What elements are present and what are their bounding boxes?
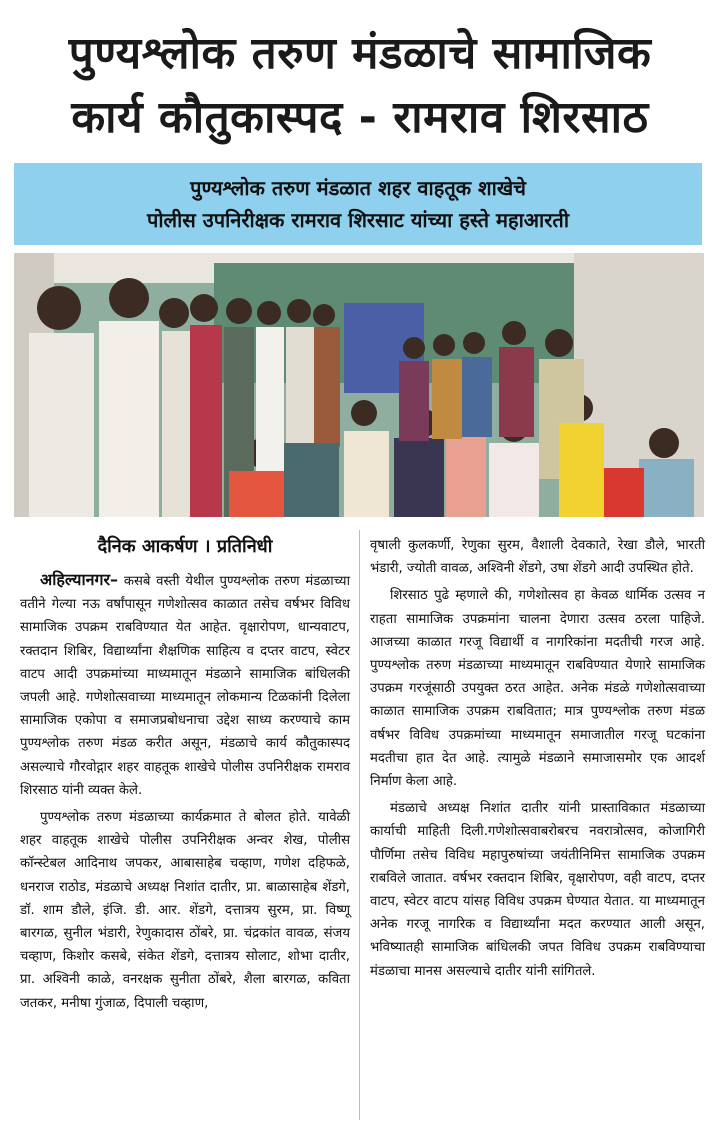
headline-line-2: कार्य कौतुकास्पद - रामराव शिरसाठ — [71, 92, 649, 143]
article-paragraph-1-text: कसबे वस्ती येथील पुण्यश्लोक तरुण मंडळाच्या वतीने गेल्या नऊ वर्षांपासून गणेशोत्सव काळात तसेच वर्षभर विविध सामाजिक उपक्रम राबविण्यात येत आहेत. वृक्षारोपण, धान्यवाटप, रक्तदान शिबिर, विद्यार्थ्यांना शैक्षणिक साहित्य व दप्तर वाटप, स्वेटर वाटप आदी उपक्रमांच्या माध्यमातून मंडळाने सामाजिक बांधिलकी जपली आहे. गणेशोत्सवाच्या माध्यमातून लोकमान्य टिळकांनी दिलेला सामाजिक एकोपा व समाजप्रबोधनाचा उद्देश साध्य करण्याचे काम पुण्यश्लोक तरुण मंडळ करीत असून, मंडळाचे कार्य कौतुकास्पद असल्याचे गौरवोद्गार शहर वाहतूक शाखेचे पोलीस उपनिरीक्षक रामराव शिरसाठ यांनी व्यक्त केले. — [20, 574, 350, 798]
headline-line-1: पुण्यश्लोक तरुण मंडळाचे सामाजिक — [68, 28, 652, 79]
group-photo — [14, 253, 704, 517]
group-photo-illustration — [14, 253, 704, 517]
article-paragraph-5: मंडळाचे अध्यक्ष निशांत दातीर यांनी प्रास्ताविकात मंडळाच्या कार्याची माहिती दिली.गणेशोत्सवाबरोबरच नवरात्रोत्सव, कोजागिरी पौर्णिमा तसेच विविध महापुरुषांच्या जयंतीनिमित्त सामाजिक उपक्रम राबविले जातात. वर्षभर रक्तदान शिबिर, वृक्षारोपण, वही वाटप, दप्तर वाटप, स्वेटर वाटप यांसह विविध उपक्रम घेण्यात येतात. या माध्यमातून अनेक गरजू नागरिक व विद्यार्थ्यांना मदत करण्यात आली असून, भविष्यातही सामाजिक बांधिलकी जपत विविध उपक्रम राबविण्याचा मंडळाचा मानस असल्याचे दातीर यांनी सांगितले. — [370, 801, 705, 979]
article-column-right — [370, 534, 705, 983]
article-paragraph-2: पुण्यश्लोक तरुण मंडळाच्या कार्यक्रमात ते बोलत होते. यावेळी शहर वाहतूक शाखेचे पोलीस उपनिरीक्षक अन्वर शेख, पोलीस कॉन्स्टेबल आदिनाथ जपकर, आबासाहेब चव्हाण, गणेश दहिफळे, धनराज राठोड, मंडळाचे अध्यक्ष निशांत दातीर, प्रा. बाळासाहेब शेंडगे, डॉ. शाम डौले, इंजि. डी. आर. शेंडगे, दत्तात्रय सुरम, प्रा. विष्णू बारगळ, सुनील भंडारी, रेणुकादास ठोंबरे, प्रा. चंद्रकांत वावळ, संजय चव्हाण, किशोर कसबे, संकेत शेंडगे, दत्तात्रय सोलाट, शोभा दातीर, प्रा. अश्विनी काळे, वनरक्षक सुनीता ठोंबरे, शैला बारगळ, कविता जतकर, मनीषा गुंजाळ, दिपाली चव्हाण, — [20, 810, 350, 1011]
byline: दैनिक आकर्षण । प्रतिनिधी — [97, 536, 273, 557]
subheadline-line-2: पोलीस उपनिरीक्षक रामराव शिरसाट यांच्या हस्ते महाआरती — [146, 208, 570, 232]
subheadline-box — [14, 163, 702, 245]
headline — [0, 22, 720, 150]
article-column-left — [20, 532, 350, 1015]
subheadline-line-1: पुण्यश्लोक तरुण मंडळात शहर वाहतूक शाखेचे — [190, 176, 526, 200]
column-divider — [359, 530, 360, 1120]
article-paragraph-1 — [20, 568, 350, 802]
article-paragraph-4: शिरसाठ पुढे म्हणाले की, गणेशोत्सव हा केवळ धार्मिक उत्सव न राहता सामाजिक उपक्रमांना चालना देणारा उत्सव ठरला पाहिजे. आजच्या काळात गरजू विद्यार्थी व नागरिकांना मदतीची गरज आहे. पुण्यश्लोक तरुण मंडळाच्या माध्यमातून राबविण्यात येणारे सामाजिक उपक्रम गरजूंसाठी उपयुक्त ठरत आहेत. अनेक मंडळे गणेशोत्सवाच्या काळात सामाजिक उपक्रम राबवितात; मात्र पुण्यश्लोक तरुण मंडळ वर्षभर विविध उपक्रमांच्या माध्यमातून समाजातील गरजू घटकांना मदतीचा हात देत आहे. त्यामुळे मंडळाने समाजासमोर एक आदर्श निर्माण केला आहे. — [370, 588, 705, 790]
article-paragraph-3: वृषाली कुलकर्णी, रेणुका सुरम, वैशाली देवकाते, रेखा डौले, भारती भंडारी, ज्योती वावळ, अश्विनी शेंडगे, उषा शेंडगे आदी उपस्थित होते. — [370, 538, 705, 577]
dateline: अहिल्यानगर– — [40, 570, 119, 589]
